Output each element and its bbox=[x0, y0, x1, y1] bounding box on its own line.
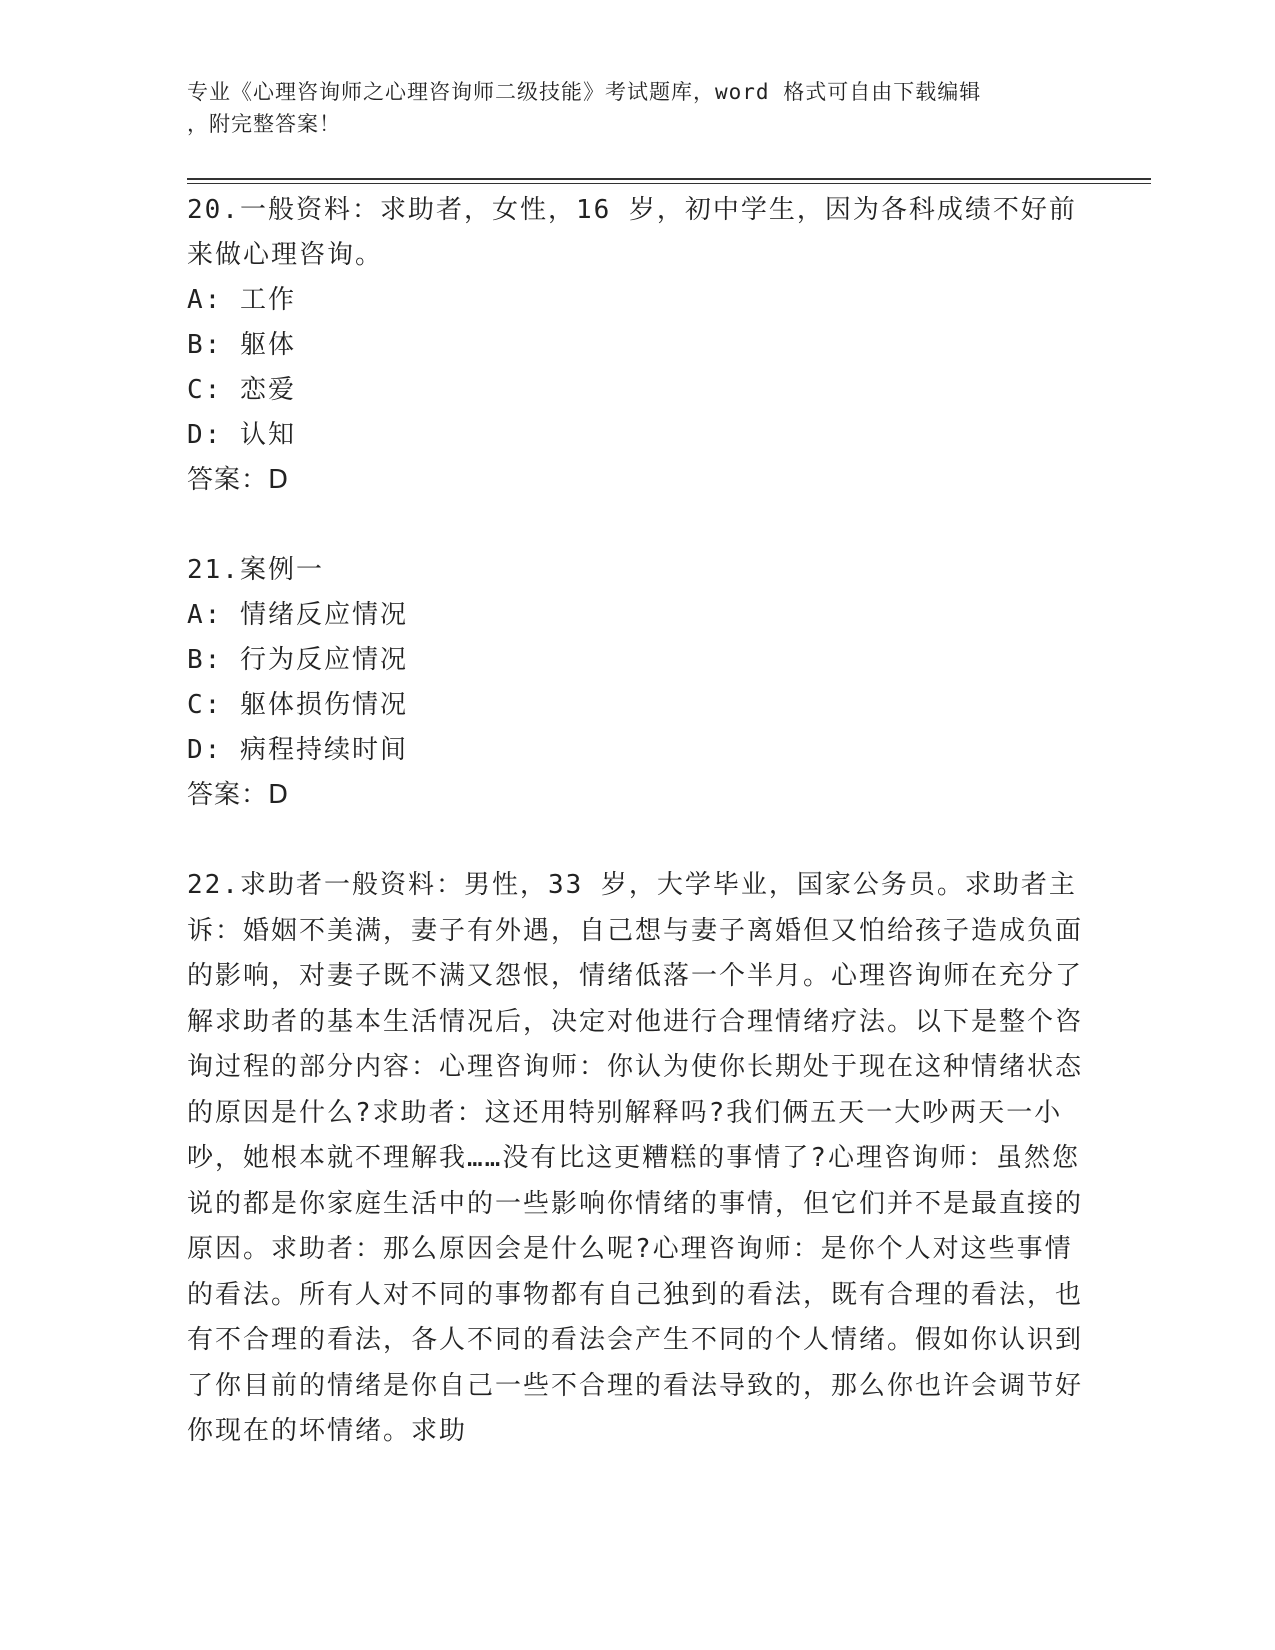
header-line-2: ，附完整答案！ bbox=[187, 112, 341, 136]
question-answer: 答案：D bbox=[187, 465, 290, 495]
question-option-c: C: 躯体损伤情况 bbox=[187, 690, 408, 720]
question-option-d: D: 认知 bbox=[187, 420, 296, 450]
question-item bbox=[187, 548, 1087, 818]
header-line-1: 专业《心理咨询师之心理咨询师二级技能》考试题库，word 格式可自由下载编辑 bbox=[187, 80, 982, 104]
question-stem: 22.求助者一般资料：男性，33 岁，大学毕业，国家公务员。求助者主诉：婚姻不美满，妻子有外遇，自己想与妻子离婚但又怕给孩子造成负面的影响，对妻子既不满又怨恨，情绪低落一个半月。心理咨询师在充分了解求助者的基本生活情况后，决定对他进行合理情绪疗法。以下是整个咨询过程的部分内容：心理咨询师：你认为使你长期处于现在这种情绪状态的原因是什么?求助者：这还用特别解释吗?我们俩五天一大吵两天一小吵，她根本就不理解我……没有比这更糟糕的事情了?心理咨询师：虽然您说的都是你家庭生活中的一些影响你情绪的事情，但它们并不是最直接的原因。求助者：那么原因会是什么呢?心理咨询师：是你个人对这些事情的看法。所有人对不同的事物都有自己独到的看法，既有合理的看法，也有不合理的看法，各人不同的看法会产生不同的个人情绪。假如你认识到了你目前的情绪是你自己一些不合理的看法导致的，那么你也许会调节好你现在的坏情绪。求助 bbox=[187, 870, 1084, 1446]
question-option-b: B: 行为反应情况 bbox=[187, 645, 408, 675]
question-item bbox=[187, 863, 1087, 1455]
question-list bbox=[187, 188, 1087, 1500]
document-header bbox=[187, 76, 1067, 140]
question-answer: 答案：D bbox=[187, 780, 290, 810]
header-divider-thin bbox=[187, 183, 1151, 184]
question-option-a: A: 工作 bbox=[187, 285, 296, 315]
question-stem: 20.一般资料：求助者，女性，16 岁，初中学生，因为各科成绩不好前来做心理咨询。 bbox=[187, 195, 1077, 270]
header-divider-thick bbox=[187, 178, 1151, 180]
question-stem: 21.案例一 bbox=[187, 555, 324, 585]
question-option-d: D: 病程持续时间 bbox=[187, 735, 408, 765]
question-option-a: A: 情绪反应情况 bbox=[187, 600, 408, 630]
question-item bbox=[187, 188, 1087, 503]
question-option-c: C: 恋爱 bbox=[187, 375, 296, 405]
question-option-b: B: 躯体 bbox=[187, 330, 296, 360]
